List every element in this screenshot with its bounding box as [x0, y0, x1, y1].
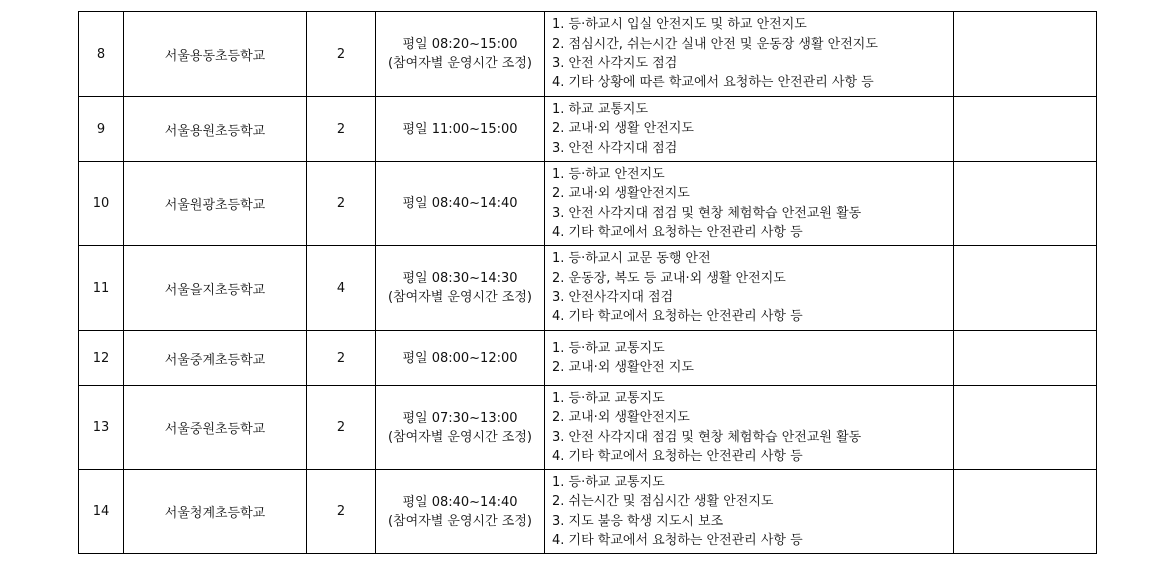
activity-item: 2. 교내·외 생활안전지도 [552, 410, 690, 426]
activity-item: 4. 기타 학교에서 요청하는 안전관리 사항 등 [552, 309, 803, 325]
staff-count: 2 [307, 97, 376, 162]
time-line: (참여자별 운영시간 조정) [388, 429, 532, 445]
table-row [79, 331, 1097, 386]
staff-count: 2 [307, 12, 376, 97]
note-cell [954, 97, 1097, 162]
note-cell [954, 331, 1097, 386]
activity-item: 1. 등·하교 교통지도 [552, 340, 665, 356]
row-number: 8 [79, 12, 124, 97]
staff-count: 2 [307, 331, 376, 386]
time-line: 평일 07:30~13:00 [402, 410, 518, 426]
activity-item: 3. 안전 사각지대 점검 및 현창 체험학습 안전교원 활동 [552, 429, 862, 445]
activity-item: 2. 점심시간, 쉬는시간 실내 안전 및 운동장 생활 안전지도 [552, 36, 878, 52]
activity-item: 1. 등·하교시 입실 안전지도 및 하교 안전지도 [552, 17, 807, 33]
activity-item: 3. 안전 사각지대 점검 [552, 140, 678, 156]
row-number: 11 [79, 246, 124, 331]
note-cell [954, 12, 1097, 97]
operating-time [376, 12, 545, 97]
school-name: 서울용동초등학교 [124, 12, 307, 97]
activity-list [545, 386, 954, 470]
activity-item: 2. 교내·외 생활 안전지도 [552, 121, 694, 137]
time-line: (참여자별 운영시간 조정) [388, 290, 532, 305]
table-body [79, 12, 1097, 554]
time-line: 평일 08:20~15:00 [402, 37, 518, 52]
school-name: 서울용원초등학교 [124, 97, 307, 162]
activity-item: 3. 안전 사각지도 점검 [552, 56, 678, 71]
activity-item: 1. 등·하교 교통지도 [552, 474, 665, 490]
note-cell [954, 246, 1097, 331]
activity-item: 3. 지도 불응 학생 지도시 보조 [552, 513, 724, 529]
activity-list [545, 246, 954, 331]
staff-count: 2 [307, 162, 376, 246]
activity-list [545, 162, 954, 246]
activity-list [545, 12, 954, 97]
activity-item: 2. 교내·외 생활안전지도 [552, 186, 690, 202]
table-row [79, 386, 1097, 470]
time-line: 평일 08:30~14:30 [402, 271, 518, 286]
school-name: 서울원광초등학교 [124, 162, 307, 246]
activity-list [545, 470, 954, 554]
activity-item: 4. 기타 학교에서 요청하는 안전관리 사항 등 [552, 532, 803, 548]
table-row [79, 470, 1097, 554]
staff-count: 4 [307, 246, 376, 331]
school-name: 서울중원초등학교 [124, 386, 307, 470]
note-cell [954, 162, 1097, 246]
staff-count: 2 [307, 470, 376, 554]
activity-item: 4. 기타 학교에서 요청하는 안전관리 사항 등 [552, 224, 803, 240]
activity-item: 1. 등·하교시 교문 동행 안전 [552, 251, 711, 267]
activity-item: 4. 기타 상황에 따른 학교에서 요청하는 안전관리 사항 등 [552, 75, 874, 91]
activity-item: 3. 안전 사각지대 점검 및 현창 체험학습 안전교원 활동 [552, 205, 862, 221]
school-name: 서울청계초등학교 [124, 470, 307, 554]
school-safety-table [78, 11, 1097, 554]
time-line: 평일 08:00~12:00 [402, 350, 518, 366]
activity-item: 1. 등·하교 안전지도 [552, 166, 665, 182]
row-number: 13 [79, 386, 124, 470]
activity-list [545, 97, 954, 162]
activity-item: 1. 등·하교 교통지도 [552, 390, 665, 406]
activity-item: 2. 교내·외 생활안전 지도 [552, 360, 694, 375]
operating-time [376, 386, 545, 470]
operating-time [376, 470, 545, 554]
time-line: 평일 08:40~14:40 [402, 196, 518, 211]
time-line: 평일 11:00~15:00 [402, 121, 518, 137]
table-row [79, 246, 1097, 331]
staff-count: 2 [307, 386, 376, 470]
operating-time [376, 162, 545, 246]
school-name: 서울을지초등학교 [124, 246, 307, 331]
table-row [79, 162, 1097, 246]
activity-item: 2. 쉬는시간 및 점심시간 생활 안전지도 [552, 494, 774, 510]
activity-item: 1. 하교 교통지도 [552, 102, 649, 118]
table-row [79, 97, 1097, 162]
operating-time [376, 246, 545, 331]
activity-list [545, 331, 954, 386]
row-number: 9 [79, 97, 124, 162]
table-row [79, 12, 1097, 97]
activity-item: 2. 운동장, 복도 등 교내·외 생활 안전지도 [552, 270, 786, 286]
row-number: 12 [79, 331, 124, 386]
row-number: 14 [79, 470, 124, 554]
operating-time [376, 97, 545, 162]
activity-item: 4. 기타 학교에서 요청하는 안전관리 사항 등 [552, 448, 803, 464]
time-line: (참여자별 운영시간 조정) [388, 56, 532, 71]
operating-time [376, 331, 545, 386]
note-cell [954, 386, 1097, 470]
time-line: (참여자별 운영시간 조정) [388, 513, 532, 529]
school-name: 서울중계초등학교 [124, 331, 307, 386]
time-line: 평일 08:40~14:40 [402, 494, 518, 510]
note-cell [954, 470, 1097, 554]
activity-item: 3. 안전사각지대 점검 [552, 290, 674, 305]
row-number: 10 [79, 162, 124, 246]
